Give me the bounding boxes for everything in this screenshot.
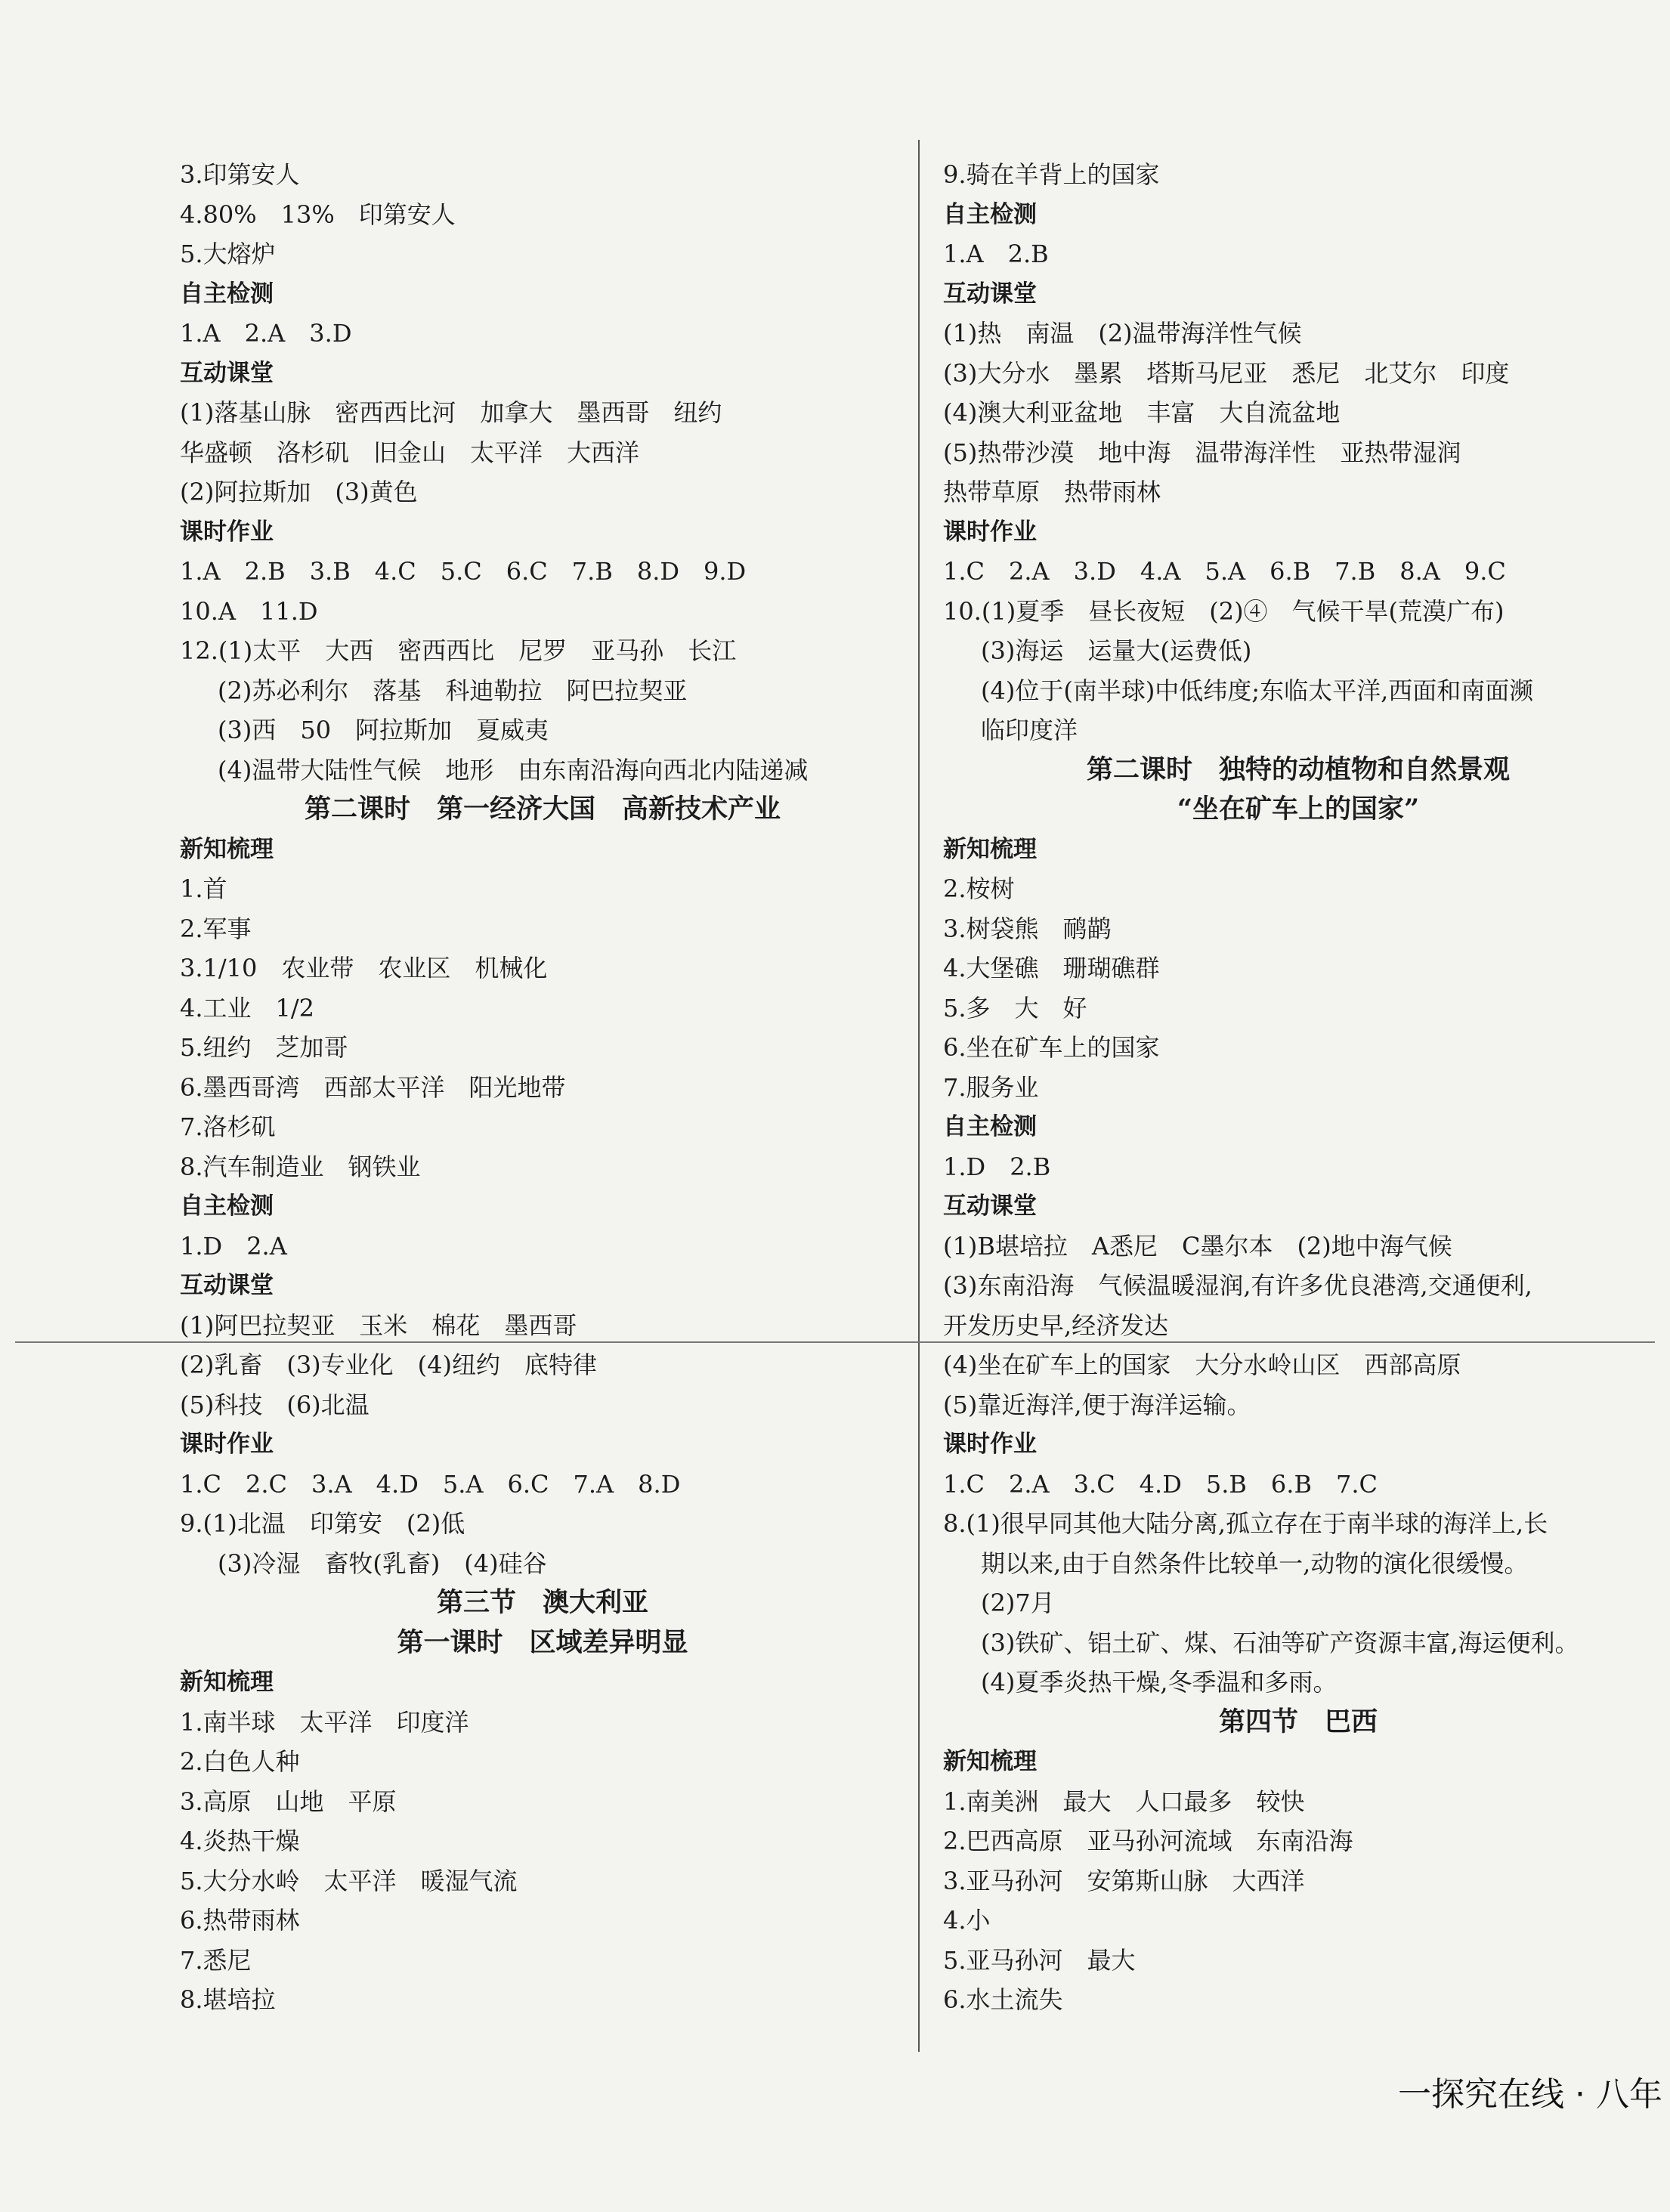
answer-line: (3)铁矿、铝土矿、煤、石油等矿产资源丰富,海运便利。	[981, 1628, 1579, 1657]
answer-line: 3.1/10 农业带 农业区 机械化	[180, 954, 548, 982]
section-heading: 互动课堂	[180, 359, 274, 387]
section-heading: 新知梳理	[943, 1748, 1037, 1775]
answer-line: 1.A 2.A 3.D	[180, 319, 352, 348]
answer-line: 6.水土流失	[943, 1985, 1063, 2014]
answer-line: 3.亚马孙河 安第斯山脉 大西洋	[943, 1866, 1305, 1895]
section-heading: 新知梳理	[180, 835, 274, 863]
section-heading: 新知梳理	[943, 835, 1037, 863]
answer-line: 4.80% 13% 印第安人	[180, 200, 456, 229]
answer-line: 5.大分水岭 太平洋 暖湿气流	[180, 1866, 518, 1895]
answer-line: (2)苏必利尔 落基 科迪勒拉 阿巴拉契亚	[218, 676, 688, 705]
answer-line: 10.A 11.D	[180, 596, 318, 626]
lesson-title: “坐在矿车上的国家”	[1177, 794, 1420, 824]
answer-line: 临印度洋	[981, 716, 1078, 744]
left-column	[180, 155, 905, 2020]
right-column	[943, 155, 1653, 2020]
section-heading: 自主检测	[180, 1193, 274, 1220]
answer-line: (5)热带沙漠 地中海 温带海洋性 亚热带湿润	[943, 438, 1461, 467]
answer-line: 5.纽约 芝加哥	[180, 1033, 348, 1062]
answer-line: 3.树袋熊 鸸鹋	[943, 914, 1112, 943]
page-footer: 一探究在线 · 八年	[1398, 2075, 1662, 2114]
answer-line: (3)海运 运量大(运费低)	[981, 636, 1252, 665]
answer-line: (5)靠近海洋,便于海洋运输。	[943, 1390, 1251, 1419]
section-heading: 互动课堂	[943, 280, 1037, 308]
answer-line: (3)大分水 墨累 塔斯马尼亚 悉尼 北艾尔 印度	[943, 358, 1510, 388]
answer-line: 1.D 2.B	[943, 1152, 1051, 1181]
answer-line: 5.亚马孙河 最大	[943, 1945, 1136, 1975]
answer-line: (4)澳大利亚盆地 丰富 大自流盆地	[943, 398, 1341, 427]
answer-line: 1.A 2.B	[943, 240, 1049, 268]
answer-line: 2.白色人种	[180, 1747, 300, 1776]
section-heading: 课时作业	[180, 1431, 274, 1458]
answer-line: 10.(1)夏季 昼长夜短 (2)④ 气候干旱(荒漠广布)	[943, 596, 1505, 626]
lesson-title: 第二课时 第一经济大国 高新技术产业	[304, 794, 781, 824]
answer-line: 8.汽车制造业 钢铁业	[180, 1152, 421, 1181]
answer-line: (2)乳畜 (3)专业化 (4)纽约 底特律	[180, 1350, 597, 1379]
answer-line: 3.高原 山地 平原	[180, 1787, 397, 1816]
answer-line: 3.印第安人	[180, 160, 300, 189]
answer-line: 1.首	[180, 874, 227, 903]
section-heading: 课时作业	[943, 518, 1037, 546]
section-heading: 互动课堂	[943, 1193, 1037, 1220]
answer-line: 8.(1)很早同其他大陆分离,孤立存在于南半球的海洋上,长	[943, 1509, 1548, 1538]
section-heading: 新知梳理	[180, 1669, 274, 1696]
answer-line: 1.南半球 太平洋 印度洋	[180, 1707, 469, 1737]
answer-line: (2)7月	[981, 1589, 1055, 1617]
answer-line: 4.小	[943, 1906, 991, 1935]
answer-line: 5.多 大 好	[943, 993, 1087, 1022]
section-heading: 课时作业	[943, 1431, 1037, 1458]
answer-line: 4.炎热干燥	[180, 1827, 300, 1855]
answer-line: (3)西 50 阿拉斯加 夏威夷	[218, 716, 549, 744]
section-heading: 互动课堂	[180, 1272, 274, 1299]
answer-line: 6.墨西哥湾 西部太平洋 阳光地带	[180, 1072, 566, 1102]
answer-line: 华盛顿 洛杉矶 旧金山 太平洋 大西洋	[180, 438, 640, 467]
answer-line: (5)科技 (6)北温	[180, 1390, 370, 1419]
answer-line: 4.工业 1/2	[180, 993, 315, 1022]
lesson-title: 第三节 澳大利亚	[436, 1587, 648, 1618]
answer-line: (3)冷湿 畜牧(乳畜) (4)硅谷	[218, 1548, 547, 1578]
answer-line: 4.大堡礁 珊瑚礁群	[943, 954, 1160, 982]
answer-line: 1.D 2.A	[180, 1231, 287, 1261]
section-heading: 自主检测	[943, 200, 1037, 228]
answer-line: (1)阿巴拉契亚 玉米 棉花 墨西哥	[180, 1310, 577, 1340]
answer-line: 开发历史早,经济发达	[943, 1310, 1169, 1340]
answer-line: 1.南美洲 最大 人口最多 较快	[943, 1787, 1305, 1816]
answer-line: 9.骑在羊背上的国家	[943, 160, 1160, 189]
answer-line: 6.坐在矿车上的国家	[943, 1033, 1160, 1062]
answer-line: (3)东南沿海 气候温暖湿润,有许多优良港湾,交通便利,	[943, 1271, 1532, 1300]
answer-line: 2.桉树	[943, 874, 1015, 903]
answer-line: 1.C 2.A 3.C 4.D 5.B 6.B 7.C	[943, 1469, 1378, 1499]
answer-line: 期以来,由于自然条件比较单一,动物的演化很缓慢。	[981, 1548, 1529, 1578]
answer-line: (4)夏季炎热干燥,冬季温和多雨。	[981, 1668, 1338, 1697]
answer-line: 7.洛杉矶	[180, 1112, 276, 1141]
answer-line: (1)热 南温 (2)温带海洋性气候	[943, 319, 1302, 348]
answer-line: (4)位于(南半球)中低纬度;东临太平洋,西面和南面濒	[981, 676, 1534, 705]
section-heading: 自主检测	[943, 1113, 1037, 1140]
answer-line: 12.(1)太平 大西 密西西比 尼罗 亚马孙 长江	[180, 636, 737, 665]
answer-line: (4)坐在矿车上的国家 大分水岭山区 西部高原	[943, 1350, 1461, 1379]
answer-line: 7.服务业	[943, 1072, 1039, 1102]
answer-line: 1.A 2.B 3.B 4.C 5.C 6.C 7.B 8.D 9.D	[180, 557, 747, 586]
answer-line: 1.C 2.A 3.D 4.A 5.A 6.B 7.B 8.A 9.C	[943, 557, 1506, 586]
answer-line: (2)阿拉斯加 (3)黄色	[180, 478, 418, 506]
section-heading: 自主检测	[180, 280, 274, 308]
section-heading: 课时作业	[180, 518, 274, 546]
answer-line: (1)B堪培拉 A悉尼 C墨尔本 (2)地中海气候	[943, 1231, 1452, 1261]
lesson-title: 第四节 巴西	[1218, 1706, 1378, 1737]
answer-line: 2.巴西高原 亚马孙河流域 东南沿海	[943, 1827, 1353, 1855]
answer-line: 8.堪培拉	[180, 1985, 276, 2014]
answer-line: 6.热带雨林	[180, 1906, 300, 1935]
answer-line: 9.(1)北温 印第安 (2)低	[180, 1509, 465, 1538]
lesson-title: 第一课时 区域差异明显	[397, 1626, 688, 1658]
answer-line: 2.军事	[180, 914, 252, 943]
answer-line: (1)落基山脉 密西西比河 加拿大 墨西哥 纽约	[180, 398, 722, 427]
answer-line: 1.C 2.C 3.A 4.D 5.A 6.C 7.A 8.D	[180, 1469, 681, 1499]
answer-line: (4)温带大陆性气候 地形 由东南沿海向西北内陆递减	[218, 755, 809, 784]
answer-line: 7.悉尼	[180, 1945, 252, 1975]
answer-line: 5.大熔炉	[180, 240, 276, 268]
lesson-title: 第二课时 独特的动植物和自然景观	[1086, 753, 1510, 785]
column-divider	[918, 140, 920, 2052]
answer-line: 热带草原 热带雨林	[943, 478, 1161, 506]
